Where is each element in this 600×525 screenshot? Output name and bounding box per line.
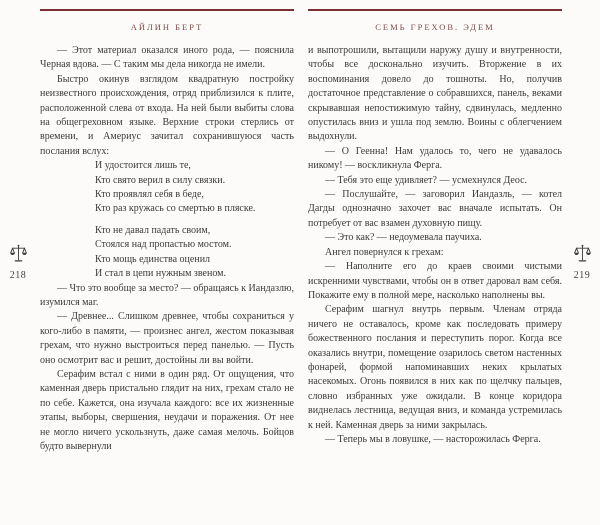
paragraph: Серафим шагнул внутрь первым. Членам отряда ничего не оставалось, кроме как последовать примеру божественного послания и переступить порог. Когда все оказались внутри, помещение озарилось светом настенных фонарей, формой напоминавших неких крылатых насекомых. Огонь появился в них как по щелчку пальцев, словно избранных уже ожидали. В конце коридора виднелась лестница, ведущая вниз, и команда устремилась к ней. Каменная дверь за ними закрылась. bbox=[308, 304, 562, 431]
paragraph: Ангел повернулся к грехам: bbox=[325, 246, 444, 258]
paragraph: — Что это вообще за место? — обращаясь к Иандазлю, изумился маг. bbox=[40, 282, 294, 308]
paragraph: — Теперь мы в ловушке, — насторожилась Ферга. bbox=[325, 433, 541, 445]
verse-block bbox=[95, 224, 294, 282]
paragraph: — Послушайте, — заговорил Иандазль, — котел Дагды однозначно захочет вас вначале испытать. Он потребует от вас взамен духовную пищу. bbox=[308, 189, 562, 229]
paragraph: — Древнее... Слишком древнее, чтобы сохраниться у кого-либо в памяти, — произнес ангел, жестом показывая грехам, что нужно выстроиться перед панелью. — Пусть оно осмотрит вас и решит, достойны ли вы войти. bbox=[40, 311, 294, 366]
verse-line: Кто раз кружась со смертью в пляске. bbox=[95, 203, 256, 215]
paragraph: — О Геенна! Нам удалось то, чего не удавалось никому! — воскликнула Ферга. bbox=[308, 145, 562, 172]
verse-line: И удостоится лишь те, bbox=[95, 160, 191, 172]
paragraph: и выпотрошили, вытащили наружу душу и внутренности, чтобы все досконально изучить. Вторжение в их воспоминания довело до тошноты. Но, получив достаточное представление о собравшихся, панель, веками скрывавшая непостижимую тайну, сдвинулась, медленно опустилась вниз и ушла под землю. Воины с облегчением выдохнули. bbox=[308, 45, 562, 143]
verse-line: Кто проявлял себя в беде, bbox=[95, 189, 204, 201]
running-head-author: АЙЛИН БЕРТ bbox=[130, 22, 204, 32]
header-rule-left bbox=[40, 9, 294, 11]
paragraph: — Наполните его до краев своими чистыми искренними чувствами, чтобы он в ответ даровал вам себя. Покажите ему в полной мере, насколько наполнены вы. bbox=[308, 261, 562, 301]
header-rule-right bbox=[308, 9, 562, 11]
paragraph: Серафим встал с ними в один ряд. От ощущения, что каменная дверь пристально глядит на них, грехам стало не по себе. Кажется, она изучала каждого: все их жизненные этапы, выборы, свершения, неудачи и поражения. От нее не могло ничего ускользнуть, даже самая мелочь. Бойцов будто вывернули bbox=[40, 368, 294, 452]
right-page-text bbox=[308, 44, 562, 447]
verse-line: Кто свято верил в силу связки. bbox=[95, 174, 226, 186]
scales-icon bbox=[574, 244, 591, 263]
paragraph: — Это как? — недоумевала паучиха. bbox=[325, 232, 482, 244]
verse-line: И стал в цепи нужным звеном. bbox=[95, 268, 226, 280]
paragraph: Быстро окинув взглядом квадратную постройку неизвестного происхождения, отряд приблизился к плите, расположенной слева от входа. На ней были выбиты слова на общегреховном языке. Верхние строки стерлись от времени, и Америус зачитал сохранившуюся часть послания вслух: bbox=[40, 73, 294, 157]
verse-block bbox=[95, 159, 294, 217]
verse-line: Кто мощь единства оценил bbox=[95, 253, 211, 265]
left-page-text bbox=[40, 44, 294, 454]
left-page bbox=[40, 0, 294, 454]
page-number-left: 218 bbox=[9, 270, 27, 281]
paragraph: — Тебя это еще удивляет? — усмехнулся Деос. bbox=[325, 174, 528, 186]
page-number-right: 219 bbox=[573, 270, 591, 281]
left-margin bbox=[3, 244, 33, 281]
paragraph: — Этот материал оказался иного рода, — пояснила Черная вдова. — С таким мы дела никогда не имели. bbox=[40, 45, 294, 71]
verse-line: Стоялся над пропастью мостом. bbox=[95, 239, 232, 251]
verse-line: Кто не давал падать своим, bbox=[95, 224, 211, 236]
right-page bbox=[308, 0, 562, 447]
right-margin bbox=[567, 244, 597, 281]
running-head-title: СЕМЬ ГРЕХОВ. ЭДЕМ bbox=[375, 22, 495, 32]
scales-icon bbox=[10, 244, 27, 263]
